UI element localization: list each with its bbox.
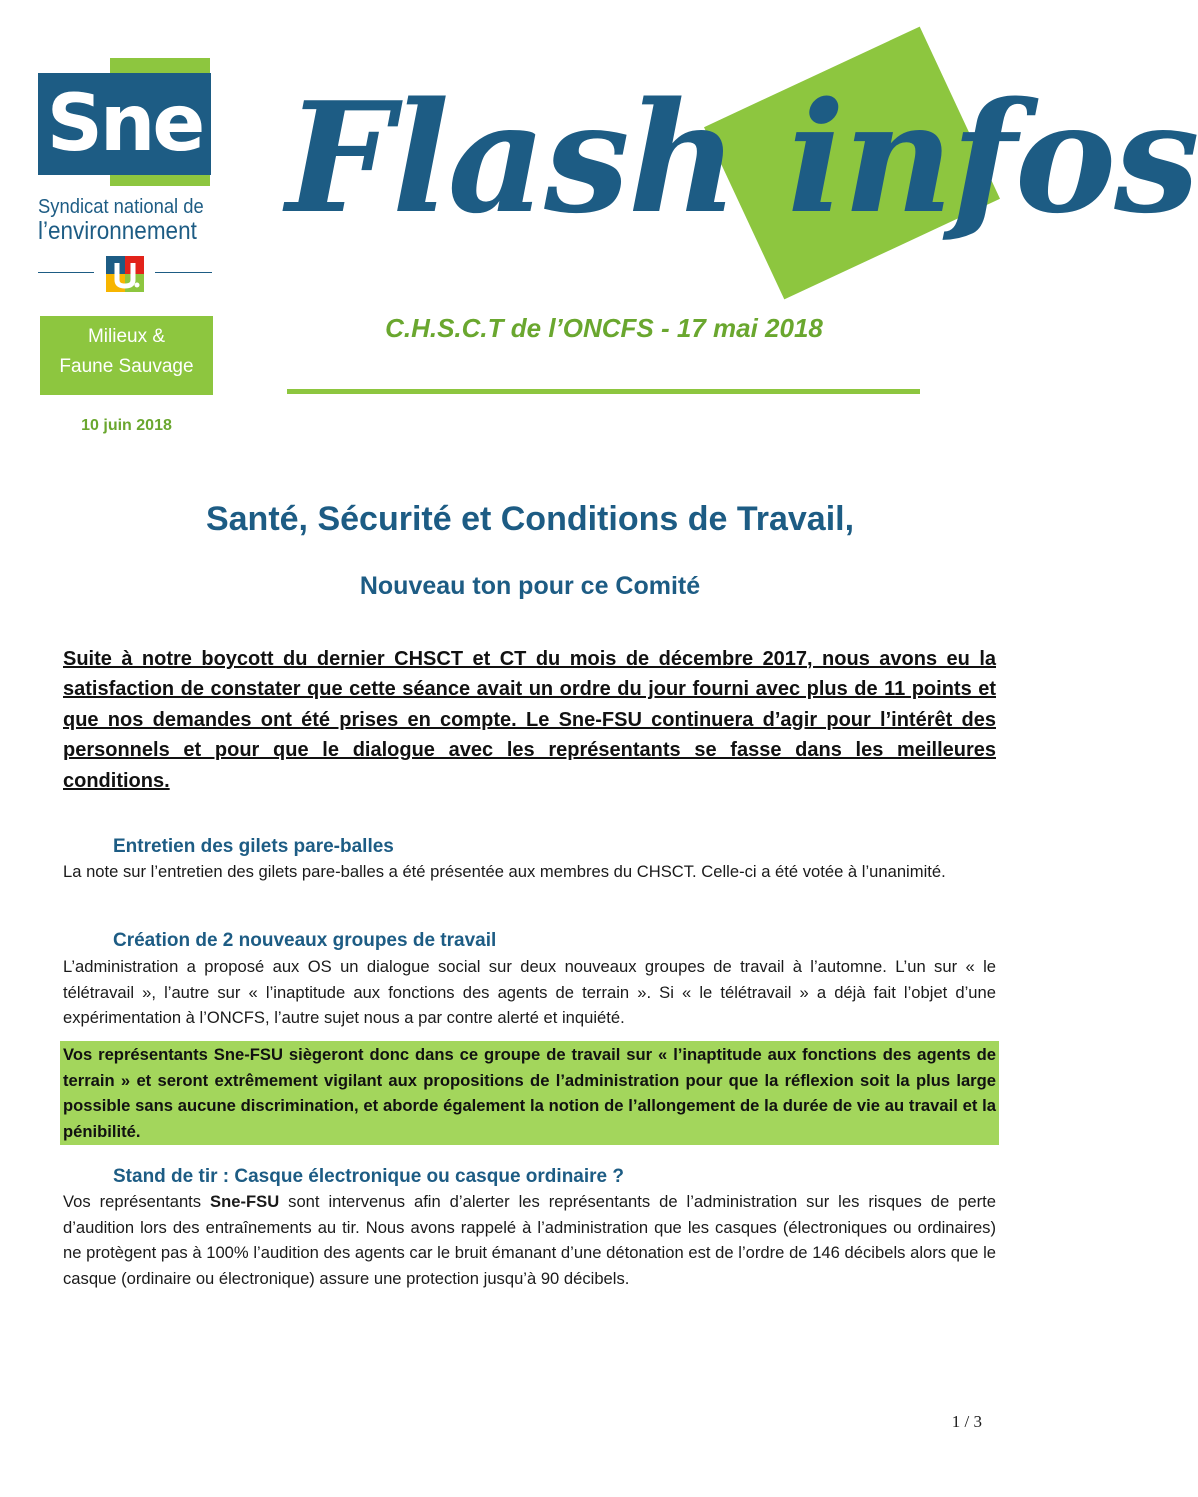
logo-rule-left xyxy=(38,272,94,273)
section-heading: Création de 2 nouveaux groupes de travail xyxy=(113,930,497,951)
page-number: 1 / 3 xyxy=(951,1412,982,1431)
section-body xyxy=(63,1189,996,1291)
issue-date: 10 juin 2018 xyxy=(81,417,172,434)
section-heading: Stand de tir : Casque électronique ou casque ordinaire ? xyxy=(113,1166,624,1187)
meeting-subtitle: C.H.S.C.T de l’ONCFS - 17 mai 2018 xyxy=(385,313,823,343)
body-text-bold: Sne-FSU xyxy=(210,1192,280,1211)
side-box-line2: Faune Sauvage xyxy=(59,356,194,377)
body-text-post: sont intervenus afin d’alerter les représentants de l’administration sur les risques de perte d’audition lors des entraînements au tir. Nous avons rappelé à l’administration que les casques (électroniques ou ordinaires) ne protègent pas à 100% l’audition des agents car le bruit émanant d’une détonation est de l’ordre de 146 décibels alors que le casque (ordinaire ou électronique) assure une protection jusqu’à 90 décibels. xyxy=(63,1192,996,1288)
article-subtitle: Nouveau ton pour ce Comité xyxy=(359,572,701,600)
logo-rule-right xyxy=(155,272,212,273)
section-body: L’administration a proposé aux OS un dialogue social sur deux nouveaux groupes de travail à l’automne. L’un sur « le télétravail », l’autre sur « l’inaptitude aux fonctions des agents de terrain ». Si « le télétravail » a déjà fait l’objet d’une expérimentation à l’ONCFS, l’autre sujet nous a par contre alerté et inquiété. xyxy=(63,957,996,1028)
section-heading: Entretien des gilets pare-balles xyxy=(113,836,394,857)
highlight-text: Vos représentants Sne-FSU siègeront donc dans ce groupe de travail sur « l’inaptitude aux fonctions des agents de terrain » et seront extrêmement vigilant aux propositions de l’administration pour que la réflexion soit la plus large possible sans aucune discrimination, et aborde également la notion de l’allongement de la durée de vie au travail et la pénibilité. xyxy=(63,1045,996,1141)
org-name-line2: l’environnement xyxy=(38,217,197,245)
logo-text: Sne xyxy=(46,79,203,169)
section-body: La note sur l’entretien des gilets pare-balles a été présentée aux membres du CHSCT. Celle-ci a été votée à l’unanimité. xyxy=(63,862,946,881)
intro-paragraph: Suite à notre boycott du dernier CHSCT et CT du mois de décembre 2017, nous avons eu la satisfaction de constater que cette séance avait un ordre du jour fourni avec plus de 11 points et que nos demandes ont été prises en compte. Le Sne-FSU continuera d’agir pour l’intérêt des personnels et pour que le dialogue avec les représentants se fasse dans les meilleures conditions. xyxy=(63,648,996,792)
side-box-line1: Milieux & xyxy=(87,326,166,347)
body-text-pre: Vos représentants xyxy=(63,1192,211,1211)
org-name-line1: Syndicat national de xyxy=(38,196,204,218)
fsu-badge-icon xyxy=(106,256,144,292)
article-title: Santé, Sécurité et Conditions de Travail, xyxy=(205,500,855,538)
banner-title: Flash infos xyxy=(286,68,1198,247)
subtitle-rule xyxy=(287,389,920,394)
